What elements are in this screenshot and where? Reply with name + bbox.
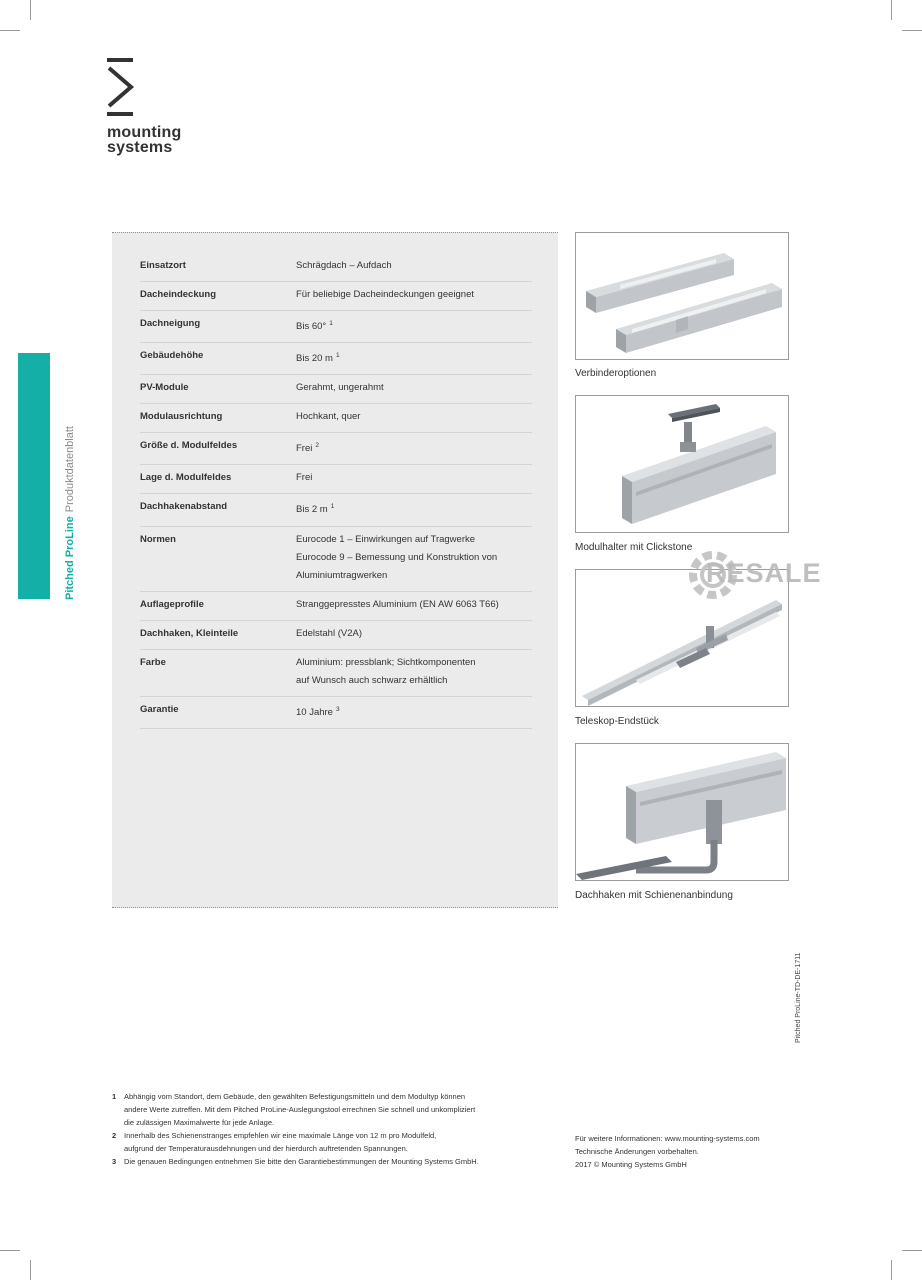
spec-value-line bbox=[296, 469, 532, 487]
footnote-number: 3 bbox=[112, 1157, 117, 1166]
contact-copyright: 2017 © Mounting Systems GmbH bbox=[575, 1160, 687, 1169]
spec-label: Farbe bbox=[140, 656, 166, 668]
spec-value bbox=[296, 347, 532, 368]
logo-line-2: systems bbox=[107, 139, 173, 156]
spec-value-text: Edelstahl (V2A) bbox=[296, 627, 363, 639]
spec-value-text: Für beliebige Dacheindeckungen geeignet bbox=[296, 289, 474, 300]
spec-value-text: Aluminiumtragwerken bbox=[296, 569, 388, 581]
footnote-line: andere Werte zutreffen. Mit dem Pitched ProLine-Auslegungstool errechnen Sie schnell und unkompliziert bbox=[124, 1105, 476, 1114]
spec-value-text: auf Wunsch auch schwarz erhältlich bbox=[296, 674, 448, 686]
spec-value-line bbox=[296, 654, 532, 672]
spec-value-line bbox=[296, 498, 532, 519]
rail-connector-photo-icon bbox=[576, 233, 788, 359]
spec-value-text: Gerahmt, ungerahmt bbox=[296, 382, 384, 394]
crop-mark bbox=[0, 1250, 20, 1251]
footnote-text bbox=[124, 1155, 562, 1168]
spec-value-line bbox=[296, 347, 532, 368]
image-connector bbox=[575, 232, 789, 360]
spec-row bbox=[140, 527, 532, 592]
contact-info: Für weitere Informationen: www.mounting-systems.com bbox=[575, 1134, 760, 1143]
product-name: Pitched ProLine bbox=[64, 516, 76, 600]
footnote-line: Abhängig vom Standort, dem Gebäude, den gewählten Befestigungsmitteln und dem Modultyp können bbox=[124, 1092, 466, 1101]
sigma-logo-icon bbox=[106, 58, 136, 116]
spec-value-line bbox=[296, 701, 532, 722]
spec-row bbox=[140, 253, 532, 282]
spec-label: Dachhaken, Kleinteile bbox=[140, 627, 239, 639]
caption-connector: Verbinderoptionen bbox=[575, 368, 657, 379]
spec-value bbox=[296, 498, 532, 519]
logo-line-1: mounting bbox=[107, 124, 182, 141]
spec-row bbox=[140, 621, 532, 650]
accent-side-band bbox=[18, 353, 50, 599]
spec-value-text: Bis 20 m bbox=[296, 353, 333, 365]
document-type: Produktdatenblatt bbox=[64, 426, 76, 513]
spec-row bbox=[140, 697, 532, 729]
spec-value bbox=[296, 315, 532, 336]
spec-label: Einsatzort bbox=[140, 260, 186, 271]
crop-mark bbox=[30, 0, 31, 20]
spec-value-line bbox=[296, 567, 532, 585]
spec-value-text: Bis 60° bbox=[296, 321, 327, 333]
spec-label: Garantie bbox=[140, 703, 179, 715]
module-clamp-photo-icon bbox=[576, 396, 788, 532]
footnote-ref: 1 bbox=[329, 320, 333, 327]
spec-label: Dachhakenabstand bbox=[140, 501, 228, 513]
footnote-ref: 2 bbox=[315, 442, 319, 450]
contact-changes: Technische Änderungen vorbehalten. bbox=[575, 1147, 699, 1156]
spec-value-line bbox=[296, 672, 532, 690]
spec-value bbox=[296, 286, 532, 304]
spec-row bbox=[140, 650, 532, 697]
footnote-line: aufgrund der Temperaturausdehnungen und der hierdurch auftretenden Spannungen. bbox=[124, 1144, 408, 1153]
spec-row bbox=[140, 433, 532, 465]
spec-value-text: Frei bbox=[296, 472, 313, 484]
spec-value-text: Frei bbox=[296, 443, 313, 455]
caption-module-clamp: Modulhalter mit Clickstone bbox=[575, 542, 693, 553]
crop-mark bbox=[30, 1260, 31, 1280]
spec-value bbox=[296, 379, 532, 397]
footnote-number: 1 bbox=[112, 1092, 117, 1101]
spec-row bbox=[140, 282, 532, 311]
spec-value bbox=[296, 701, 532, 722]
crop-mark bbox=[0, 30, 20, 31]
spec-value-text: Hochkant, quer bbox=[296, 411, 361, 423]
spec-value-line bbox=[296, 408, 532, 426]
company-logo-text bbox=[107, 125, 181, 155]
footnote-text bbox=[124, 1129, 562, 1155]
spec-label: PV-Module bbox=[140, 382, 189, 394]
image-module-clamp bbox=[575, 395, 789, 533]
spec-value-line bbox=[296, 531, 532, 549]
footnote-ref: 1 bbox=[330, 503, 335, 511]
footnote-text bbox=[124, 1090, 562, 1129]
vertical-document-label bbox=[64, 426, 76, 600]
spec-row bbox=[140, 494, 532, 526]
spec-row bbox=[140, 375, 532, 404]
crop-mark bbox=[891, 0, 892, 20]
spec-value-line bbox=[296, 257, 532, 275]
image-roof-hook bbox=[575, 743, 789, 881]
spec-label: Normen bbox=[140, 533, 176, 545]
footnote-line: Innerhalb des Schienenstranges empfehlen wir eine maximale Länge von 12 m pro Modulfeld, bbox=[124, 1131, 437, 1140]
spec-value-line bbox=[296, 437, 532, 458]
spec-value-text: Stranggepresstes Aluminium (EN AW 6063 T66) bbox=[296, 598, 499, 610]
spec-label: Dacheindeckung bbox=[140, 289, 217, 300]
spec-value-line bbox=[296, 625, 532, 643]
footnote bbox=[112, 1090, 562, 1129]
spec-value-text: Eurocode 9 – Bemessung und Konstruktion von bbox=[296, 551, 498, 563]
spec-label: Gebäudehöhe bbox=[140, 350, 204, 362]
spec-table bbox=[140, 253, 532, 729]
crop-mark bbox=[902, 30, 922, 31]
spec-row bbox=[140, 465, 532, 494]
footnotes bbox=[112, 1090, 562, 1168]
footnote-ref: 1 bbox=[335, 352, 340, 360]
caption-telescopic-end: Teleskop-Endstück bbox=[575, 716, 659, 727]
spec-label: Lage d. Modulfeldes bbox=[140, 472, 232, 484]
spec-label: Größe d. Modulfeldes bbox=[140, 440, 238, 452]
footnote-line: Die genauen Bedingungen entnehmen Sie bitte den Garantiebestimmungen der Mounting Systems GmbH. bbox=[124, 1157, 479, 1166]
spec-value-text: 10 Jahre bbox=[296, 706, 333, 718]
document-code: Pitched ProLine-TD-DE-1711 bbox=[795, 952, 802, 1043]
spec-value bbox=[296, 625, 532, 643]
spec-label: Dachneigung bbox=[140, 318, 201, 329]
spec-value bbox=[296, 437, 532, 458]
spec-value-line bbox=[296, 286, 532, 304]
spec-label: Auflageprofile bbox=[140, 598, 204, 610]
footnote-number: 2 bbox=[112, 1131, 117, 1140]
roof-hook-photo-icon bbox=[576, 744, 788, 880]
spec-value bbox=[296, 531, 532, 585]
spec-value-line bbox=[296, 549, 532, 567]
spec-value bbox=[296, 654, 532, 690]
spec-value-line bbox=[296, 315, 532, 336]
spec-value-text: Eurocode 1 – Einwirkungen auf Tragwerke bbox=[296, 533, 476, 545]
spec-row bbox=[140, 404, 532, 433]
contact-block bbox=[575, 1132, 760, 1171]
footnote-ref: 3 bbox=[335, 705, 340, 713]
footnote bbox=[112, 1129, 562, 1155]
spec-value bbox=[296, 408, 532, 426]
spec-value bbox=[296, 257, 532, 275]
spec-value-line bbox=[296, 596, 532, 614]
footnote bbox=[112, 1155, 562, 1168]
footnote-line: die zulässigen Maximalwerte für jede Anlage. bbox=[124, 1118, 275, 1127]
spec-value-line bbox=[296, 379, 532, 397]
spec-panel bbox=[112, 232, 558, 908]
spec-label: Modulausrichtung bbox=[140, 411, 223, 423]
resale-watermark bbox=[686, 548, 866, 602]
spec-row bbox=[140, 592, 532, 621]
spec-value bbox=[296, 596, 532, 614]
crop-mark bbox=[891, 1260, 892, 1280]
spec-value-text: Bis 2 m bbox=[296, 504, 328, 516]
caption-roof-hook: Dachhaken mit Schienenanbindung bbox=[575, 890, 733, 901]
spec-value-text: Aluminium: pressblank; Sichtkomponenten bbox=[296, 656, 476, 668]
spec-value-text: Schrägdach – Aufdach bbox=[296, 260, 392, 271]
watermark-text: RESALE bbox=[706, 558, 822, 588]
spec-value bbox=[296, 469, 532, 487]
spec-row bbox=[140, 311, 532, 343]
crop-mark bbox=[902, 1250, 922, 1251]
spec-row bbox=[140, 343, 532, 375]
